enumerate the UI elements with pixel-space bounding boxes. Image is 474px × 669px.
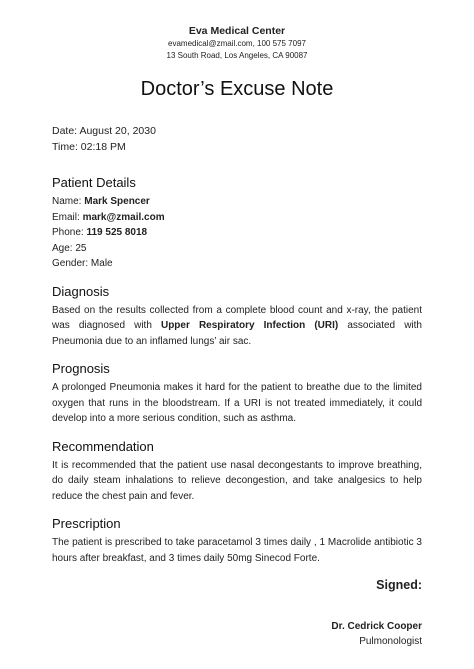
- diagnosis-section: [52, 284, 422, 350]
- patient-phone-label: Phone:: [52, 227, 84, 238]
- recommendation-heading: Recommendation: [52, 438, 154, 454]
- diagnosis-text: [52, 303, 422, 350]
- time-label: Time:: [52, 141, 78, 153]
- clinic-header: [52, 0, 422, 62]
- prescription-heading: Prescription: [52, 516, 121, 531]
- patient-gender-row: [52, 256, 422, 272]
- patient-name-label: Name:: [52, 196, 82, 207]
- patient-details-heading: Patient Details: [52, 175, 136, 190]
- signed-label-block: [376, 578, 422, 592]
- recommendation-text: It is recommended that the patient use nasal decongestants to improve breathing, do daily steam inhalations to relieve decongestion, and take analgesics to help reduce the chest pain and fever.: [52, 459, 422, 502]
- prognosis-section: [52, 361, 422, 427]
- doctor-name: Dr. Cedrick Cooper: [331, 621, 422, 632]
- recommendation-section: [52, 439, 422, 505]
- diagnosis-text-start: Based on the results collected from a complete blood count and x-ray, the patient was diagnosed with: [52, 304, 422, 331]
- patient-email-label: Email:: [52, 211, 80, 223]
- prescription-text: The patient is prescribed to take paracetamol 3 times daily , 1 Macrolide antibiotic 3 hours after breakfast, and 3 times daily 50mg Sinecod Forte.: [52, 537, 422, 564]
- clinic-name: Eva Medical Center: [188, 25, 286, 37]
- diagnosis-condition: Upper Respiratory Infection (URI): [160, 320, 339, 331]
- patient-gender-label: Gender:: [52, 258, 89, 269]
- doctor-role: Pulmonologist: [359, 636, 422, 647]
- date-time-block: [52, 123, 422, 155]
- clinic-address: 13 South Road, Los Angeles, CA 90087: [166, 51, 308, 60]
- time-value: 02:18 PM: [80, 141, 126, 153]
- patient-age-row: [52, 241, 422, 257]
- prescription-section: [52, 516, 422, 566]
- patient-name-row: [52, 194, 422, 210]
- date-label: Date:: [52, 125, 78, 137]
- date-value: August 20, 2030: [79, 125, 156, 137]
- patient-age-label: Age:: [52, 242, 73, 254]
- patient-email-row: [52, 210, 422, 226]
- clinic-contact: evamedical@zmail.com, 100 575 7097: [168, 39, 306, 48]
- prognosis-heading: Prognosis: [52, 361, 110, 376]
- document-title: Doctor’s Excuse Note: [140, 78, 334, 100]
- diagnosis-heading: Diagnosis: [52, 283, 110, 299]
- patient-age-value: 25: [75, 242, 87, 254]
- diagnosis-text-end: associated with Pneumonia due to an inflamed lungs’ air sac.: [52, 320, 422, 347]
- patient-gender-value: Male: [90, 258, 113, 269]
- patient-details-section: [52, 175, 422, 272]
- patient-email-value: mark@zmail.com: [82, 211, 165, 223]
- doctor-signature-block: [331, 619, 422, 649]
- date-line: [52, 123, 422, 139]
- signed-label: Signed:: [376, 578, 422, 592]
- patient-name-value: Mark Spencer: [84, 196, 150, 207]
- time-line: [52, 139, 422, 155]
- patient-phone-row: [52, 225, 422, 241]
- prognosis-text: A prolonged Pneumonia makes it hard for the patient to breathe due to the limited oxygen that runs in the bloodstream. If a URI is not treated immediately, it could develop into a more serious condition, such as asthma.: [52, 382, 422, 424]
- patient-phone-value: 119 525 8018: [86, 227, 148, 238]
